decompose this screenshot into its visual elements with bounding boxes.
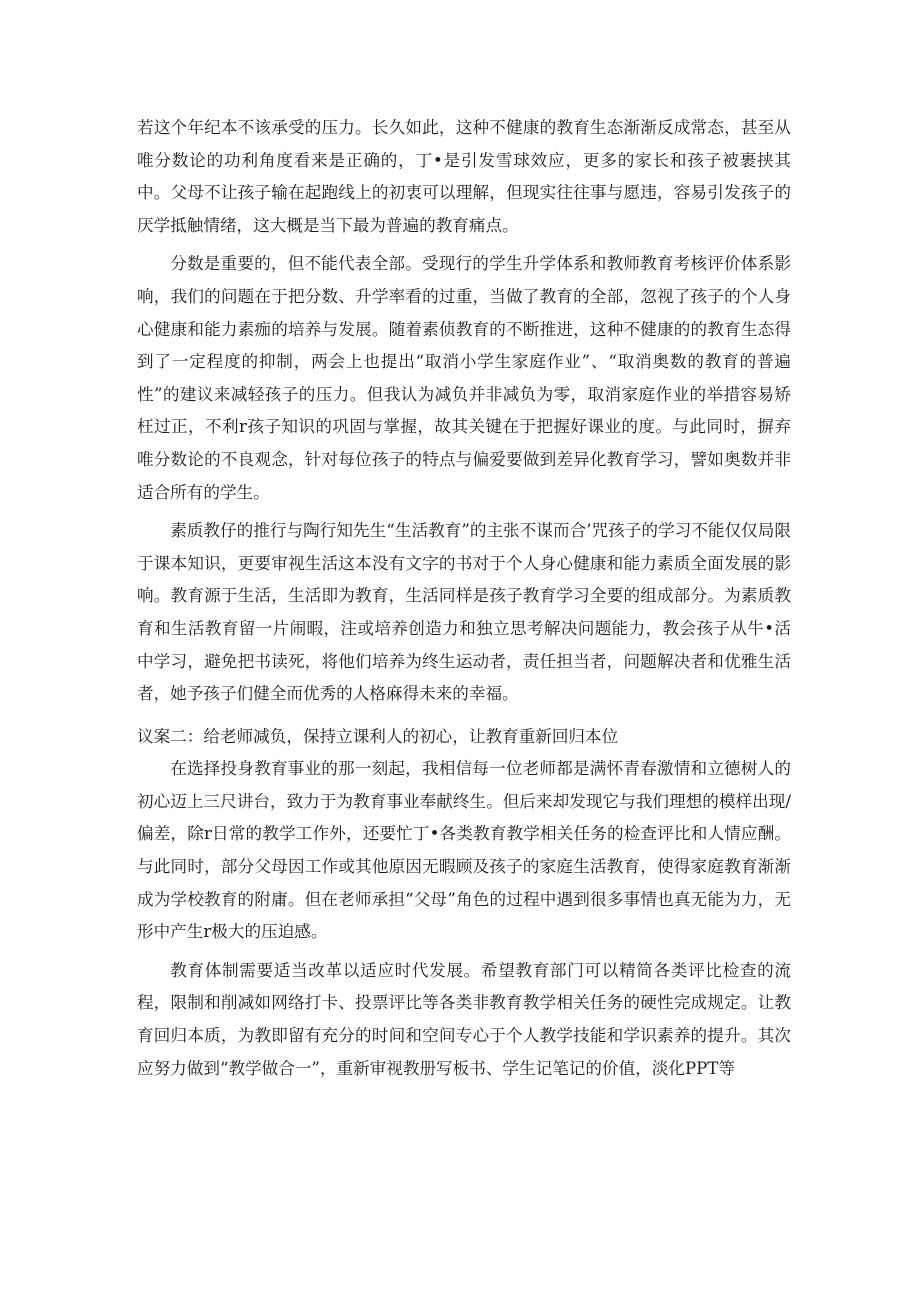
- paragraph-3: 素质教仔的推行与陶行知先生“生活教育”的主张不谋而合’咒孩子的学习不能仅仅局限于课本知识，更要审视生活这本没有文字的书对于个人身心健康和能力素质全面发展的影响。教育源于生活，生活即为教育，生活同样是孩子教育学习全要的组成部分。为素质教育和生活教育留一片闹暇，注或培养创造力和独立思考解决问题能力，教会孩子从牛•活中学习，避免把书读死，将他们培养为终生运动者，责任担当者，问题解决者和优雅生活者，她予孩子们健全而优秀的人格麻得未来的幸福。: [137, 521, 791, 704]
- paragraph-1: 若这个年纪本不该承受的压力。长久如此，这种不健康的教育生态渐渐反成常态，甚至从唯分数论的功利角度看来是正确的，丁•是引发雪球效应，更多的家长和孩子被裹挟其中。父母不让孩子输在起跑线上的初衷可以理解，但现实往往事与愿违，容易引发孩子的厌学抵触情绪，这大概是当下最为普遍的教育痛点。: [137, 118, 791, 235]
- paragraph-2: 分数是重要的，但不能代表全部。受现行的学生升学体系和教师教育考核评价体系影响，我们的问题在于把分数、升学率看的过重，当做了教育的全部，忽视了孩子的个人身心健康和能力素痂的培养与发展。随着素侦教育的不断推进，这种不健康的的教育生态得到了一定程度的抑制，两会上也提出“取消小学生家庭作业”、“取消奥数的教育的普遍性”的建议来减轻孩子的压力。但我认为减负并非减负为零，取消家庭作业的举措容易矫枉过正，不利r孩子知识的巩固与掌握，故其关键在于把握好课业的度。与此同时，摒弃唯分数论的不良观念，针对每位孩子的特点与偏爱要做到差异化教育学习，譬如奥数并非适合所有的学生。: [137, 254, 791, 502]
- document-body: [137, 112, 791, 1085]
- paragraph-4: 在选择投身教育事业的那一刻起，我相信每一位老师都是满怀青春激情和立德树人的初心迈上三尺讲台，致力于为教育事业奉献终生。但后来却发现它与我们理想的模样出现/偏差，除r日常的教学工作外，还要忙丁•各类教育教学相关任务的检查评比和人情应酬。与此同时，部分父母因工作或其他原因无暇顾及孩子的家庭生活教育，使得家庭教育渐渐成为学校教育的附庸。但在老师承担“父母”角色的过程中遇到很多事情也真无能为力，无形中产生r极大的压迫感。: [137, 759, 791, 942]
- section-heading-proposal-2: 议案二：给老师减负，保持立课利人的初心，让教育重新回归本位: [137, 726, 619, 746]
- paragraph-5: 教育体制需要适当改革以适应时代发展。希望教育部门可以精简各类评比检查的流程，限制和削减如网络打卡、投票评比等各类非教育教学相关任务的硬性完成规定。让教育回归本质，为教即留有充分的时间和空间专心于个人教学技能和学识素养的提升。其次应努力做到“教学做合一”，重新审视教册写板书、学生记笔记的价值，淡化PPT等: [137, 960, 791, 1078]
